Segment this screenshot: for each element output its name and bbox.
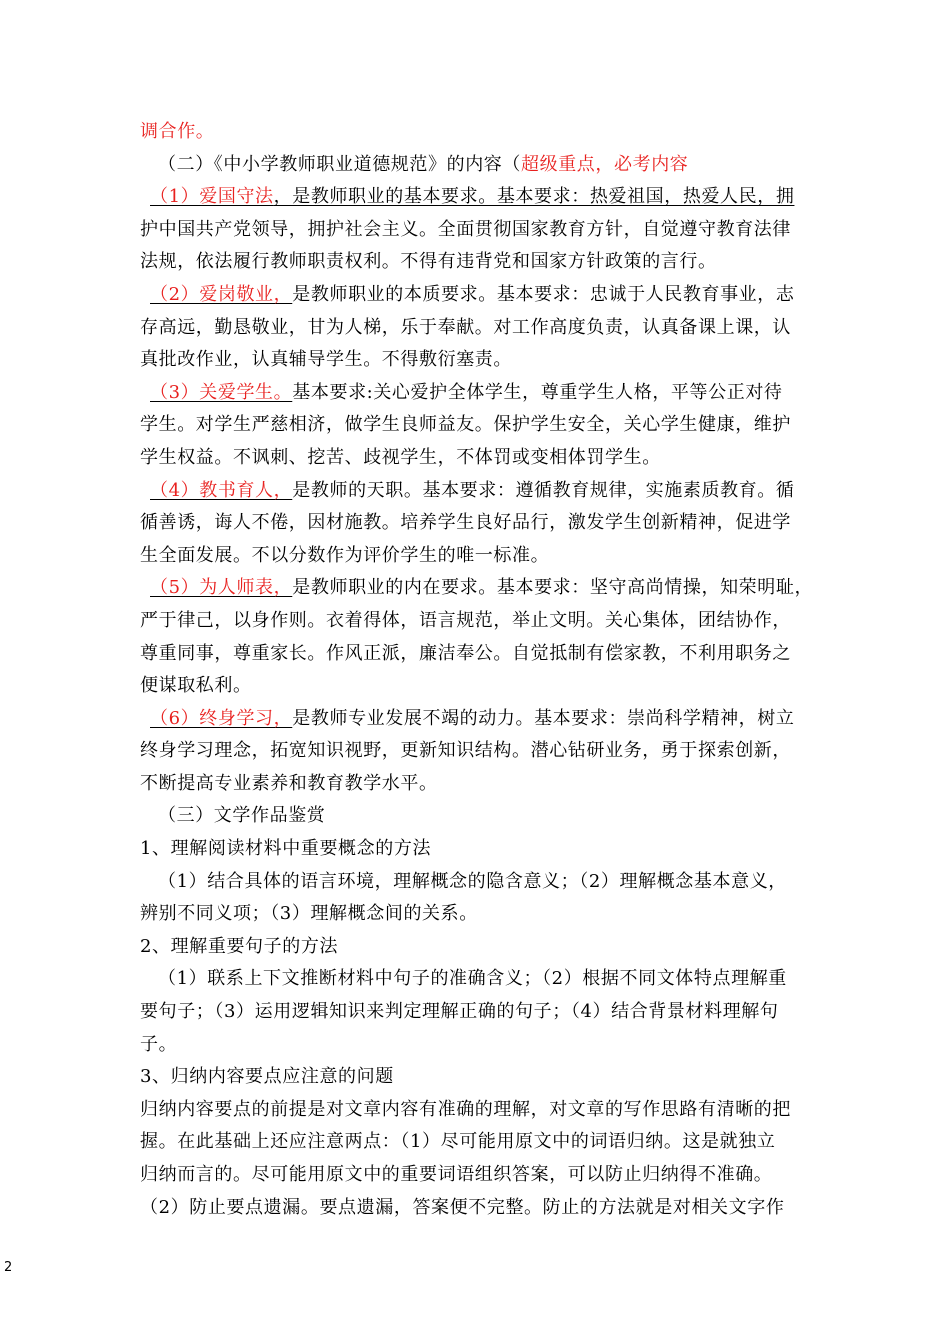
text-line: 尊重同事，尊重家长。作风正派，廉洁奉公。自觉抵制有偿家教，不利用职务之 [140, 642, 791, 664]
norm-title: （3）关爱学生。 [150, 381, 293, 403]
text-line: 归纳而言的。尽可能用原文中的重要词语组织答案，可以防止归纳得不准确。 [140, 1164, 773, 1185]
text-line: 学生权益。不讽刺、挖苦、歧视学生，不体罚或变相体罚学生。 [140, 446, 661, 468]
text-line: 生全面发展。不以分数作为评价学生的唯一标准。 [140, 544, 550, 566]
text-line: 不断提高专业素养和教育教学水平。 [140, 772, 438, 794]
norm-item-3: （3）关爱学生。基本要求:关心爱护全体学生，尊重学生人格，平等公正对待 [150, 381, 783, 403]
text-line: 辨别不同义项；（3）理解概念间的关系。 [140, 903, 478, 925]
text-line: 严于律己，以身作则。衣着得体，语言规范，举止文明。关心集体，团结协作， [140, 609, 791, 631]
text-line: 学生。对学生严慈相济，做学生良师益友。保护学生安全，关心学生健康，维护 [140, 414, 791, 436]
norm-item-1: （1）爱国守法，是教师职业的基本要求。基本要求：热爱祖国，热爱人民，拥 [150, 186, 795, 208]
text-line: 归纳内容要点的前提是对文章内容有准确的理解，对文章的写作思路有清晰的把 [140, 1098, 791, 1120]
text-line: （1）结合具体的语言环境，理解概念的隐含意义；（2）理解概念基本意义， [158, 870, 787, 892]
text-line: 要句子；（3）运用逻辑知识来判定理解正确的句子；（4）结合背景材料理解句 [140, 1001, 779, 1023]
norm-item-2: （2）爱岗敬业，是教师职业的本质要求。基本要求：忠诚于人民教育事业，志 [150, 283, 795, 305]
text-line: 真批改作业，认真辅导学生。不得敷衍塞责。 [140, 349, 512, 371]
text-line: 握。在此基础上还应注意两点：（1）尽可能用原文中的词语归纳。这是就独立 [140, 1131, 776, 1153]
norm-item-4: （4）教书育人，是教师的天职。基本要求：遵循教育规律，实施素质教育。循 [150, 479, 795, 501]
norm-title: （6）终身学习， [150, 707, 293, 729]
text-line: 存高远，勤恳敬业，甘为人梯，乐于奉献。对工作高度负责，认真备课上课，认 [140, 316, 791, 338]
text-line: 便谋取私利。 [140, 675, 252, 697]
norm-title: （5）为人师表， [150, 577, 293, 599]
text-line: 终身学习理念，拓宽知识视野，更新知识结构。潜心钻研业务，勇于探索创新， [140, 740, 791, 762]
text-line: 调合作。 [140, 121, 215, 142]
document-body [140, 116, 820, 1224]
text-line: 循善诱，诲人不倦，因材施教。培养学生良好品行，激发学生创新精神，促进学 [140, 512, 791, 534]
section-heading: （二）《中小学教师职业道德规范》的内容（超级重点，必考内容 [158, 153, 689, 175]
text-line: 护中国共产党领导，拥护社会主义。全面贯彻国家教育方针，自觉遵守教育法律 [140, 218, 791, 240]
page-number: 2 [4, 1260, 13, 1275]
emphasis-note: 超级重点，必考内容 [521, 153, 689, 175]
norm-title: （2）爱岗敬业， [150, 283, 293, 305]
text-line: （1）联系上下文推断材料中句子的准确含义；（2）根据不同文体特点理解重 [158, 968, 787, 990]
text-line: 法规，依法履行教师职责权利。不得有违背党和国家方针政策的言行。 [140, 251, 717, 273]
subsection-heading: 2、理解重要句子的方法 [140, 935, 339, 957]
text-line: （2）防止要点遗漏。要点遗漏，答案便不完整。防止的方法就是对相关文字作 [140, 1196, 785, 1218]
section-heading: （三）文学作品鉴赏 [158, 805, 326, 827]
subsection-heading: 3、归纳内容要点应注意的问题 [140, 1066, 394, 1088]
text-line: 子。 [140, 1033, 178, 1055]
norm-title: （1）爱国守法 [150, 186, 274, 208]
subsection-heading: 1、理解阅读材料中重要概念的方法 [140, 838, 432, 860]
norm-item-6: （6）终身学习，是教师专业发展不竭的动力。基本要求：崇尚科学精神，树立 [150, 707, 795, 729]
norm-title: （4）教书育人， [150, 479, 293, 501]
norm-item-5: （5）为人师表，是教师职业的内在要求。基本要求：坚守高尚情操，知荣明耻， [150, 577, 814, 599]
